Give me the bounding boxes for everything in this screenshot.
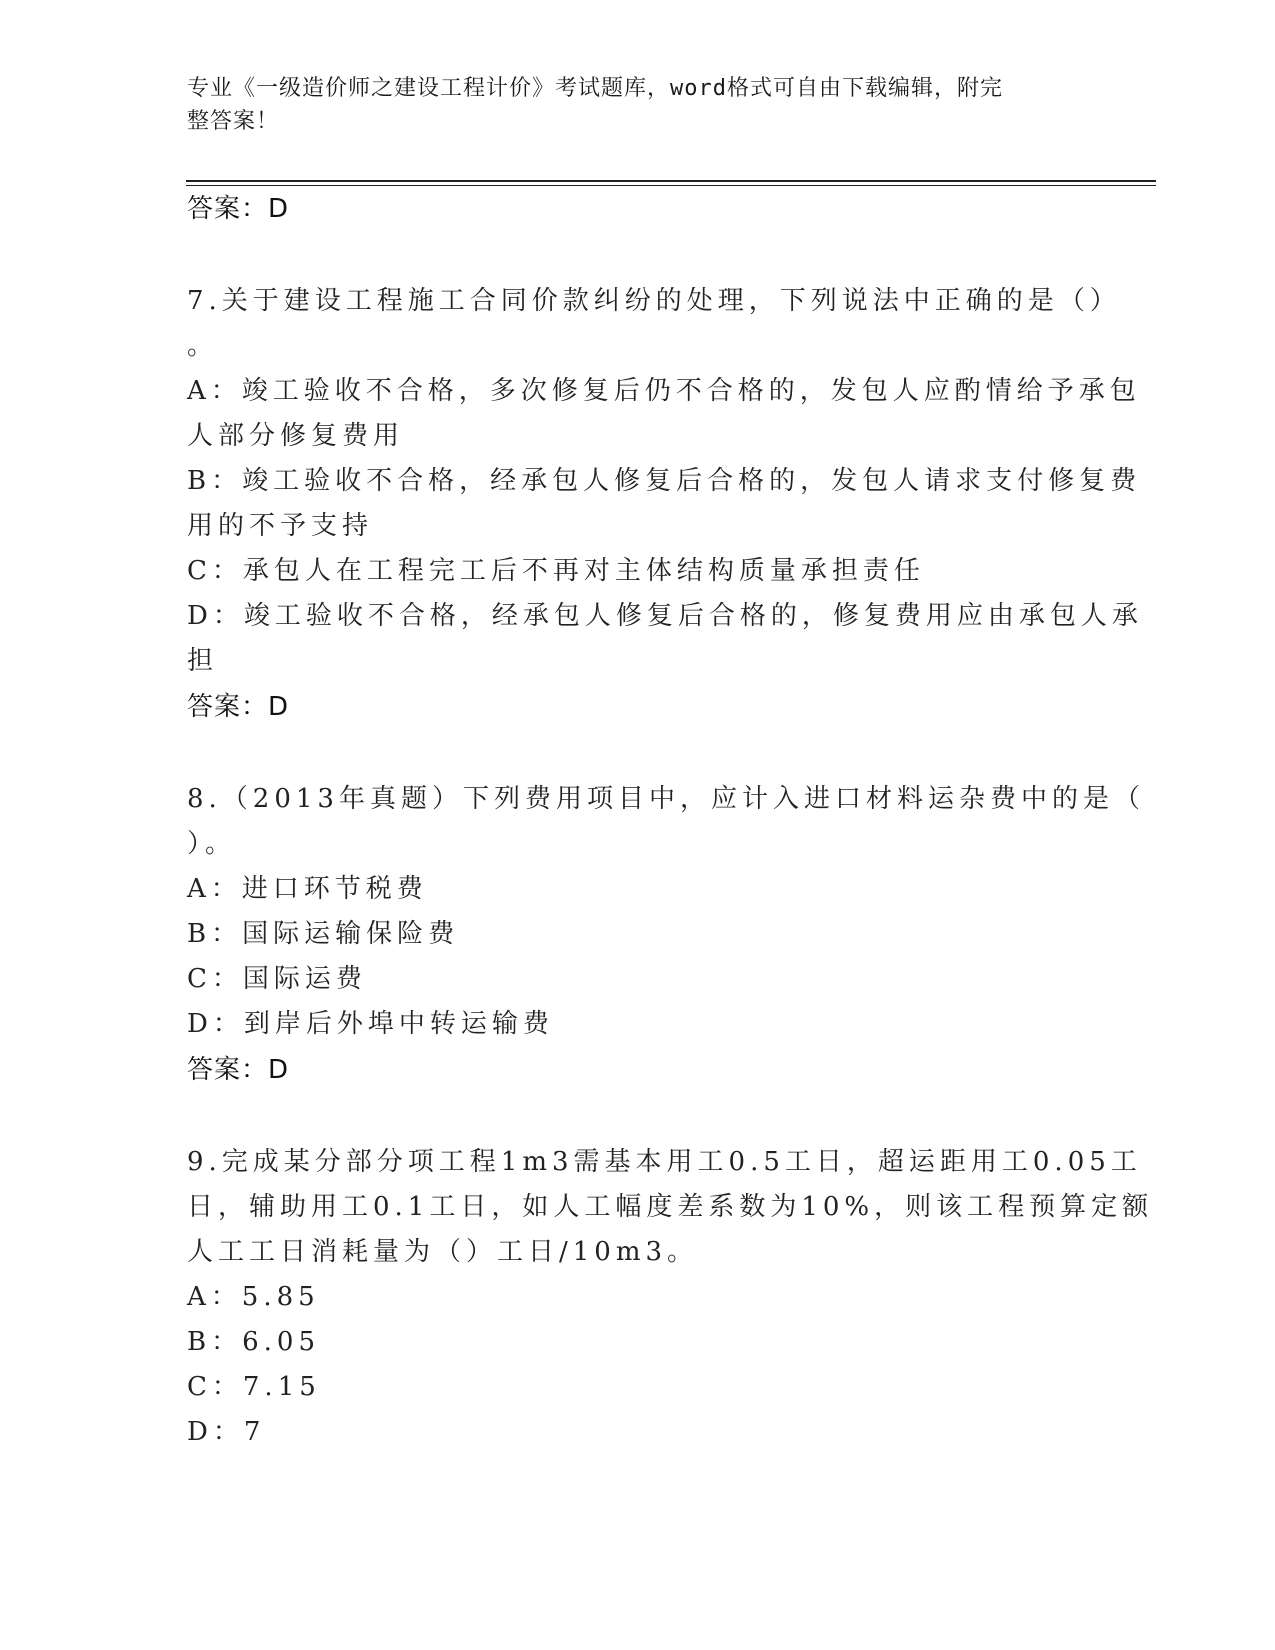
question-9-stem-cont-2: 人工工日消耗量为（）工日/10m3。 [187,1237,699,1267]
question-7-stem: 7.关于建设工程施工合同价款纠纷的处理，下列说法中正确的是（） [187,286,1121,316]
header-line-1: 专业《一级造价师之建设工程计价》考试题库，word格式可自由下载编辑，附完 [187,76,1003,101]
question-8-stem-cont: ）。 [187,829,237,859]
document-body [187,186,1154,1455]
question-9-option-a: A：5.85 [187,1282,320,1312]
question-9-option-b: B：6.05 [187,1327,320,1357]
question-8-answer: 答案：D [187,1055,290,1085]
question-7-option-c: C：承包人在工程完工后不再对主体结构质量承担责任 [187,556,925,586]
question-7-option-d-cont: 担 [187,646,219,676]
question-8-stem: 8.（2013年真题）下列费用项目中，应计入进口材料运杂费中的是（ [187,784,1145,814]
question-7-option-b-cont: 用的不予支持 [187,511,374,541]
header-line-2: 整答案！ [187,109,280,134]
question-7-option-b: B：竣工验收不合格，经承包人修复后合格的，发包人请求支付修复费 [187,466,1142,496]
question-8 [187,777,1145,1093]
header-rule-thick [186,180,1156,182]
question-7-answer: 答案：D [187,692,290,722]
question-9-stem-cont-1: 日，辅助用工0.1工日，如人工幅度差系数为10%，则该工程预算定额 [187,1192,1154,1222]
spacer [187,730,1087,777]
document-header [187,72,1067,138]
question-8-option-d: D：到岸后外埠中转运输费 [187,1009,554,1039]
question-9-option-c: C：7.15 [187,1372,321,1402]
question-8-option-a: A：进口环节税费 [187,874,428,904]
question-7 [187,279,1143,730]
question-7-stem-cont: 。 [187,331,219,361]
spacer [187,232,1087,279]
question-7-option-a-cont: 人部分修复费用 [187,421,405,451]
question-8-option-c: C：国际运费 [187,964,367,994]
question-9 [187,1140,1154,1455]
question-7-option-d: D：竣工验收不合格，经承包人修复后合格的，修复费用应由承包人承 [187,601,1143,631]
question-9-stem: 9.完成某分部分项工程1m3需基本用工0.5工日，超运距用工0.05工 [187,1147,1142,1177]
previous-answer: 答案：D [187,194,290,224]
question-9-option-d: D：7 [187,1417,266,1447]
spacer [187,1093,1087,1140]
question-8-option-b: B：国际运输保险费 [187,919,460,949]
question-7-option-a: A：竣工验收不合格，多次修复后仍不合格的，发包人应酌情给予承包 [187,376,1141,406]
